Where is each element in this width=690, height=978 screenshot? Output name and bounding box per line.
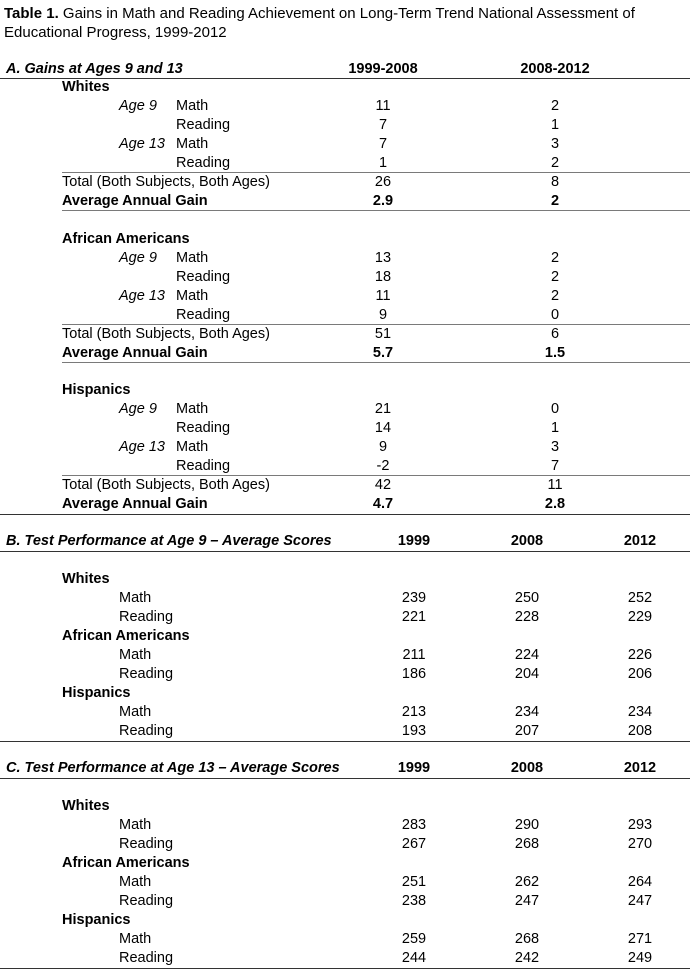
c-whites-reading-2008: 268	[514, 836, 540, 852]
a-aa-total-label: Total (Both Subjects, Both Ages)	[62, 326, 270, 342]
section-b-col-2012: 2012	[623, 533, 657, 549]
a-group-name-whites: Whites	[62, 79, 110, 95]
b-whites-math-2012: 252	[627, 590, 653, 606]
table-title-text: Gains in Math and Reading Achievement on Long-Term Trend National Assessment of	[62, 5, 635, 22]
b-hisp-reading-1999: 193	[401, 723, 427, 739]
b-whites-reading-1999: 221	[401, 609, 427, 625]
b-aa-reading-1999: 186	[401, 666, 427, 682]
a-hisp-age13-reading-v2: 7	[550, 458, 560, 474]
a-whites-total-v1: 26	[374, 174, 392, 190]
section-b-col-1999: 1999	[397, 533, 431, 549]
c-whites-reading-label: Reading	[119, 836, 174, 852]
section-b-bottom-rule	[0, 741, 690, 742]
b-aa-math-1999: 211	[402, 647, 426, 663]
a-whites-age9-label: Age 9	[119, 98, 157, 114]
a-hisp-age9-math-v2: 0	[550, 401, 560, 417]
c-aa-reading-2008: 247	[514, 893, 540, 909]
c-hisp-reading-label: Reading	[119, 950, 174, 966]
c-aa-math-1999: 251	[401, 874, 427, 890]
section-c-heading: C. Test Performance at Age 13 – Average Scores	[6, 760, 340, 776]
a-aa-total-v1: 51	[374, 326, 392, 342]
section-a-col2-header: 2008-2012	[520, 61, 590, 77]
a-whites-age9-math-v2: 2	[550, 98, 560, 114]
a-hisp-total-label: Total (Both Subjects, Both Ages)	[62, 477, 270, 493]
b-whites-math-label: Math	[119, 590, 152, 606]
section-c-bottom-rule	[0, 968, 690, 969]
c-whites-reading-1999: 267	[401, 836, 427, 852]
a-whites-age9-reading-v2: 1	[550, 117, 560, 133]
section-b-col-2008: 2008	[510, 533, 544, 549]
a-hisp-total-v2: 11	[547, 477, 563, 493]
a-aa-avg-v2: 1.5	[544, 345, 566, 361]
a-whites-avg-v2: 2	[550, 193, 560, 209]
a-aa-avg-label: Average Annual Gain	[62, 345, 208, 361]
a-whites-age13-math-label: Math	[176, 136, 209, 152]
b-group-name-african-americans: African Americans	[62, 628, 190, 644]
a-aa-age13-math-v1: 11	[375, 288, 391, 304]
c-aa-math-2012: 264	[627, 874, 653, 890]
a-whites-age13-math-v1: 7	[378, 136, 388, 152]
a-whites-bottom-rule	[62, 210, 690, 211]
a-whites-age13-reading-v2: 2	[550, 155, 560, 171]
b-hisp-math-1999: 213	[401, 704, 427, 720]
a-group-name-hispanics: Hispanics	[62, 382, 131, 398]
a-aa-age9-math-v2: 2	[550, 250, 560, 266]
b-hisp-math-2008: 234	[514, 704, 540, 720]
c-aa-reading-1999: 238	[401, 893, 427, 909]
c-whites-math-1999: 283	[401, 817, 427, 833]
c-aa-math-2008: 262	[514, 874, 540, 890]
b-aa-math-2012: 226	[627, 647, 653, 663]
b-whites-math-2008: 250	[514, 590, 540, 606]
a-hisp-age13-reading-label: Reading	[176, 458, 231, 474]
b-hisp-reading-label: Reading	[119, 723, 174, 739]
a-whites-total-v2: 8	[550, 174, 560, 190]
a-whites-age13-math-v2: 3	[550, 136, 560, 152]
c-hisp-math-1999: 259	[401, 931, 427, 947]
section-a-heading: A. Gains at Ages 9 and 13	[6, 61, 183, 77]
table-label: Table 1.	[4, 5, 59, 22]
a-hisp-age13-reading-v1: -2	[376, 458, 390, 474]
a-hisp-age9-label: Age 9	[119, 401, 157, 417]
a-hisp-age9-reading-v2: 1	[550, 420, 560, 436]
a-aa-age9-math-v1: 13	[374, 250, 392, 266]
a-aa-age13-math-label: Math	[176, 288, 209, 304]
a-hisp-avg-v1: 4.7	[372, 496, 394, 512]
section-c-header-rule	[0, 778, 690, 779]
c-whites-reading-2012: 270	[627, 836, 653, 852]
a-hisp-age9-reading-v1: 14	[374, 420, 392, 436]
a-hisp-avg-v2: 2.8	[544, 496, 566, 512]
section-c-col-2012: 2012	[623, 760, 657, 776]
a-hisp-age13-math-label: Math	[176, 439, 209, 455]
b-hisp-math-2012: 234	[627, 704, 653, 720]
a-whites-age13-label: Age 13	[119, 136, 165, 152]
a-hisp-age13-math-v2: 3	[550, 439, 560, 455]
a-aa-age9-reading-label: Reading	[176, 269, 231, 285]
section-b-header-rule	[0, 551, 690, 552]
b-hisp-math-label: Math	[119, 704, 152, 720]
a-hisp-age13-math-v1: 9	[378, 439, 388, 455]
a-aa-age13-reading-label: Reading	[176, 307, 231, 323]
a-group-name-african-americans: African Americans	[62, 231, 190, 247]
b-aa-math-label: Math	[119, 647, 152, 663]
a-hisp-age9-reading-label: Reading	[176, 420, 231, 436]
a-aa-age13-math-v2: 2	[550, 288, 560, 304]
c-hisp-math-label: Math	[119, 931, 152, 947]
a-whites-avg-label: Average Annual Gain	[62, 193, 208, 209]
b-aa-reading-label: Reading	[119, 666, 174, 682]
a-aa-age9-reading-v2: 2	[550, 269, 560, 285]
b-whites-reading-label: Reading	[119, 609, 174, 625]
c-hisp-reading-2008: 242	[514, 950, 540, 966]
section-c-col-2008: 2008	[510, 760, 544, 776]
a-aa-age9-label: Age 9	[119, 250, 157, 266]
c-hisp-math-2012: 271	[627, 931, 653, 947]
b-group-name-whites: Whites	[62, 571, 110, 587]
c-aa-math-label: Math	[119, 874, 152, 890]
section-b-heading: B. Test Performance at Age 9 – Average Scores	[6, 533, 332, 549]
b-whites-reading-2008: 228	[514, 609, 540, 625]
c-whites-math-2012: 293	[627, 817, 653, 833]
a-whites-total-label: Total (Both Subjects, Both Ages)	[62, 174, 270, 190]
a-aa-avg-v1: 5.7	[372, 345, 394, 361]
section-a-col1-header: 1999-2008	[348, 61, 418, 77]
c-hisp-reading-1999: 244	[401, 950, 427, 966]
a-aa-age9-math-label: Math	[176, 250, 209, 266]
c-group-name-african-americans: African Americans	[62, 855, 190, 871]
b-hisp-reading-2012: 208	[627, 723, 653, 739]
a-aa-total-v2: 6	[550, 326, 560, 342]
a-whites-age9-math-v1: 11	[375, 98, 391, 114]
c-hisp-reading-2012: 249	[627, 950, 653, 966]
b-aa-math-2008: 224	[514, 647, 540, 663]
a-whites-age13-reading-label: Reading	[176, 155, 231, 171]
c-aa-reading-label: Reading	[119, 893, 174, 909]
a-whites-avg-v1: 2.9	[372, 193, 394, 209]
a-hisp-age9-math-v1: 21	[374, 401, 392, 417]
table-title	[4, 4, 635, 23]
b-whites-reading-2012: 229	[627, 609, 653, 625]
a-aa-age13-label: Age 13	[119, 288, 165, 304]
c-hisp-math-2008: 268	[514, 931, 540, 947]
a-aa-age13-reading-v1: 9	[378, 307, 388, 323]
c-group-name-hispanics: Hispanics	[62, 912, 131, 928]
c-whites-math-label: Math	[119, 817, 152, 833]
a-whites-age13-reading-v1: 1	[378, 155, 388, 171]
section-c-col-1999: 1999	[397, 760, 431, 776]
a-hisp-total-v1: 42	[374, 477, 392, 493]
b-aa-reading-2012: 206	[627, 666, 653, 682]
section-a-bottom-rule	[0, 514, 690, 515]
b-aa-reading-2008: 204	[514, 666, 540, 682]
c-group-name-whites: Whites	[62, 798, 110, 814]
a-aa-bottom-rule	[62, 362, 690, 363]
a-hisp-avg-label: Average Annual Gain	[62, 496, 208, 512]
b-group-name-hispanics: Hispanics	[62, 685, 131, 701]
table-title-line2: Educational Progress, 1999-2012	[4, 24, 227, 41]
c-whites-math-2008: 290	[514, 817, 540, 833]
a-whites-age9-reading-v1: 7	[378, 117, 388, 133]
a-aa-age13-reading-v2: 0	[550, 307, 560, 323]
a-whites-age9-reading-label: Reading	[176, 117, 231, 133]
b-hisp-reading-2008: 207	[514, 723, 540, 739]
a-aa-age9-reading-v1: 18	[374, 269, 392, 285]
b-whites-math-1999: 239	[401, 590, 427, 606]
c-aa-reading-2012: 247	[627, 893, 653, 909]
a-whites-age9-math-label: Math	[176, 98, 209, 114]
a-hisp-age13-label: Age 13	[119, 439, 165, 455]
a-hisp-age9-math-label: Math	[176, 401, 209, 417]
